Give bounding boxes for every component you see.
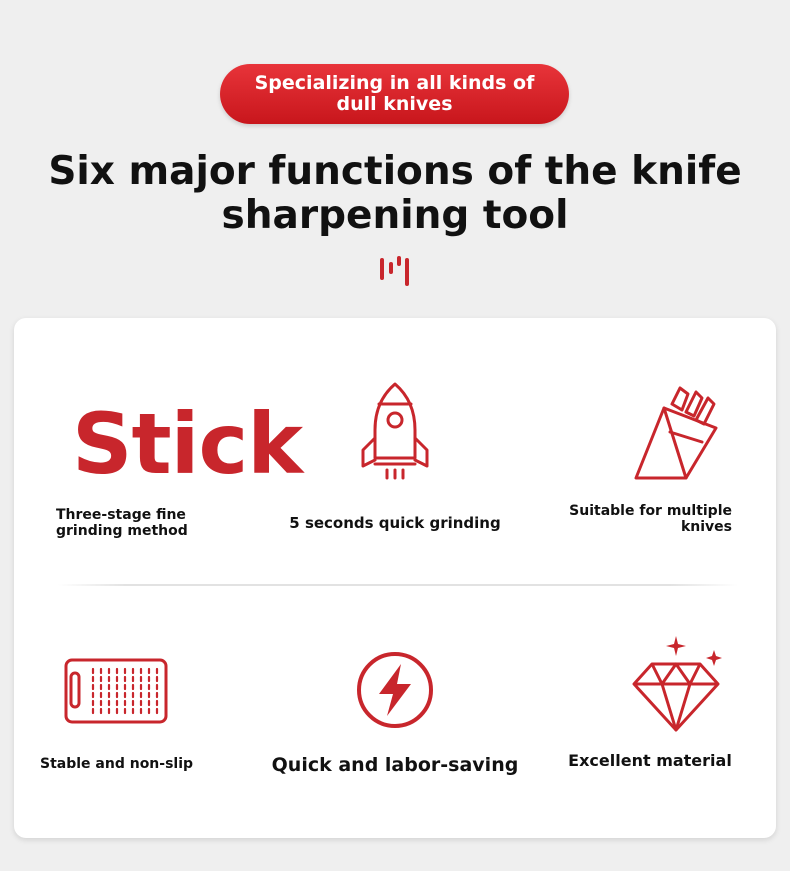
rocket-icon <box>355 380 435 480</box>
feature-label-material: Excellent material <box>568 751 732 770</box>
page-title-line1: Six major functions of the knife <box>48 149 742 194</box>
feature-label-grinding-method: Three-stage fine grinding method <box>56 507 188 539</box>
feature-label-non-slip: Stable and non-slip <box>40 756 194 772</box>
cutting-board-icon <box>63 657 169 725</box>
decorative-mark-icon <box>378 252 412 288</box>
feature-label-multiple-knives: Suitable for multiple knives <box>569 503 732 535</box>
knife-block-icon <box>630 382 726 482</box>
page-title <box>0 150 790 238</box>
header-pill <box>220 64 569 124</box>
feature-label-quick-grinding: 5 seconds quick grinding <box>289 514 501 532</box>
feature-label-labor-saving: Quick and labor-saving <box>271 754 519 776</box>
lightning-icon <box>355 650 435 730</box>
stick-title: Stick <box>72 395 303 493</box>
page-title-line2: sharpening tool <box>221 193 569 238</box>
row-divider <box>58 584 738 586</box>
diamond-icon <box>630 634 726 734</box>
header-pill-text: Specializing in all kinds of dull knives <box>254 72 535 115</box>
